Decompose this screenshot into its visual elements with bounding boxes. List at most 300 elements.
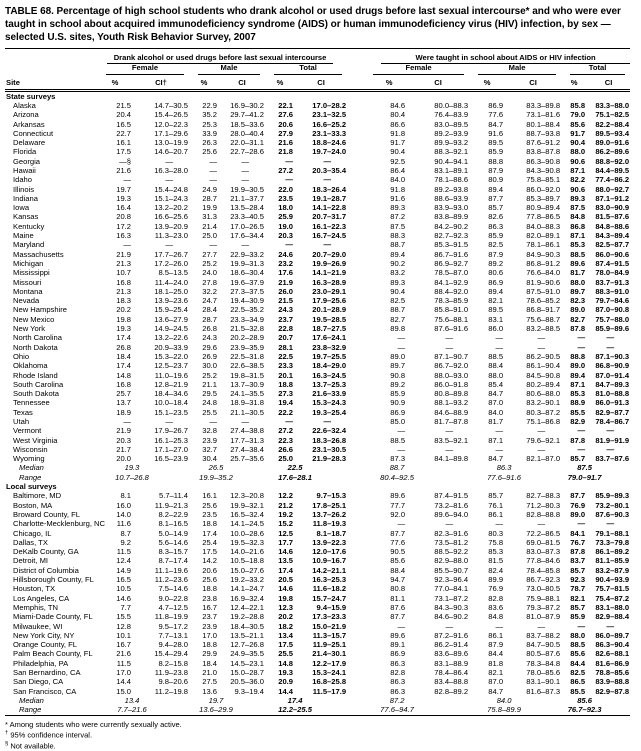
ci-value: 87.5–91.0 bbox=[505, 287, 561, 296]
pct-value: 27.9 bbox=[265, 129, 295, 138]
pct-value: 29.5 bbox=[189, 389, 219, 398]
ci-value: 14.0–21.6 bbox=[219, 547, 265, 556]
ci-value: 85.5–90.7 bbox=[407, 566, 469, 575]
ci-value: 86.7–92.0 bbox=[407, 361, 469, 370]
site-name: San Diego, CA bbox=[5, 677, 97, 686]
pct-value: 18.8 bbox=[189, 640, 219, 649]
table-row bbox=[5, 612, 630, 621]
pct-value: 12.3 bbox=[265, 603, 295, 612]
pct-value: 21.9 bbox=[265, 278, 295, 287]
ci-value: 82.0–89.1 bbox=[505, 231, 561, 240]
site-name: Philadelphia, PA bbox=[5, 659, 97, 668]
ci-value: 14.9–24.5 bbox=[133, 324, 189, 333]
ci-value: 13.9–22.3 bbox=[295, 538, 347, 547]
ci-value: — bbox=[295, 175, 347, 184]
site-name: Utah bbox=[5, 417, 97, 426]
pct-value: 82.5 bbox=[469, 240, 505, 249]
pct-value: 90.6 bbox=[561, 185, 587, 194]
ci-value: 89.0–91.6 bbox=[587, 138, 630, 147]
ci-value: 15.1–24.3 bbox=[133, 194, 189, 203]
table-row bbox=[5, 194, 630, 203]
pct-header: % bbox=[97, 75, 133, 91]
table-row bbox=[5, 278, 630, 287]
ci-value: 86.8–90.9 bbox=[587, 361, 630, 370]
pct-value: 22.3 bbox=[265, 436, 295, 445]
ci-value: 80.1–88.4 bbox=[505, 120, 561, 129]
ci-value: 75.7–81.5 bbox=[587, 584, 630, 593]
pct-value: 14.6 bbox=[265, 584, 295, 593]
ci-value: 12.4–22.1 bbox=[219, 603, 265, 612]
ci-value: 18.4–29.0 bbox=[295, 361, 347, 370]
pct-value: — bbox=[97, 175, 133, 184]
pct-value: 26.8 bbox=[189, 324, 219, 333]
pct-value: 77.7 bbox=[347, 501, 407, 510]
ci-value: 81.5–87.6 bbox=[587, 212, 630, 221]
ci-value: 86.0–91.3 bbox=[587, 398, 630, 407]
ci-value: 29.7–41.2 bbox=[219, 110, 265, 119]
pct-value: —§ bbox=[97, 157, 133, 166]
ci-value: 17.0–28.2 bbox=[295, 101, 347, 110]
ci-value: 87.1–90.3 bbox=[587, 352, 630, 361]
ci-value: 87.4–91.5 bbox=[407, 491, 469, 500]
pct-value: 82.8 bbox=[469, 594, 505, 603]
site-name: Wyoming bbox=[5, 454, 97, 463]
ci-value: 17.2–26.0 bbox=[133, 259, 189, 268]
pct-value: — bbox=[189, 166, 219, 175]
pct-value: 86.3 bbox=[347, 677, 407, 686]
pct-value: 24.8 bbox=[189, 398, 219, 407]
ci-value: 11.4–24.0 bbox=[133, 278, 189, 287]
pct-value: 23.7 bbox=[265, 315, 295, 324]
ci-value: 75.9–88.1 bbox=[505, 594, 561, 603]
ci-value: 15.3–22.0 bbox=[133, 352, 189, 361]
ci-value: 84.6–88.9 bbox=[407, 408, 469, 417]
pct-value: 10.1 bbox=[97, 631, 133, 640]
ci-value: 77.8–86.5 bbox=[505, 212, 561, 221]
pct-value: — bbox=[469, 445, 505, 454]
site-name: New Hampshire bbox=[5, 305, 97, 314]
pct-value: 19.8 bbox=[97, 315, 133, 324]
ci-value: 18.6–30.4 bbox=[219, 268, 265, 277]
pct-value: 21.2 bbox=[265, 501, 295, 510]
pct-value: 14.8 bbox=[265, 659, 295, 668]
ci-value: — bbox=[133, 175, 189, 184]
pct-value: — bbox=[347, 343, 407, 352]
ci-value: 77.8–84.6 bbox=[505, 556, 561, 565]
ci-value: 17.1–27.0 bbox=[133, 445, 189, 454]
pct-value: 92.0 bbox=[347, 510, 407, 519]
site-name: Palm Beach County, FL bbox=[5, 649, 97, 658]
pct-value: 21.3 bbox=[97, 259, 133, 268]
pct-value: 89.0 bbox=[561, 305, 587, 314]
pct-value: 12.5 bbox=[265, 529, 295, 538]
pct-value: 85.7 bbox=[469, 203, 505, 212]
ci-value: 17.9–25.6 bbox=[295, 296, 347, 305]
pct-value: 11.5 bbox=[97, 659, 133, 668]
pct-value: 20.6 bbox=[265, 120, 295, 129]
ci-value: 87.0–91.4 bbox=[587, 371, 630, 380]
pct-value: 85.6 bbox=[561, 120, 587, 129]
pct-value: 20.5 bbox=[265, 575, 295, 584]
ci-value: 18.3–26.8 bbox=[295, 436, 347, 445]
ci-value: 24.9–35.5 bbox=[219, 649, 265, 658]
pct-value: 82.3 bbox=[561, 296, 587, 305]
subgroup-header-row bbox=[5, 64, 630, 75]
ci-value: 9.4–15.9 bbox=[295, 603, 347, 612]
pct-value: 19.7 bbox=[97, 185, 133, 194]
site-name: Kentucky bbox=[5, 222, 97, 231]
pct-value: — bbox=[347, 333, 407, 342]
site-name: Detroit, MI bbox=[5, 556, 97, 565]
ci-value: 27.3–37.5 bbox=[219, 287, 265, 296]
ci-value: 13.9–20.9 bbox=[133, 222, 189, 231]
pct-value: 82.7 bbox=[561, 315, 587, 324]
ci-value: 86.9–92.7 bbox=[407, 259, 469, 268]
pct-value: 17.4 bbox=[189, 529, 219, 538]
pct-value: 21.0 bbox=[189, 668, 219, 677]
table-row bbox=[5, 250, 630, 259]
summary-value: 87.5 bbox=[561, 463, 630, 472]
site-name: Wisconsin bbox=[5, 445, 97, 454]
pct-value: 82.2 bbox=[561, 175, 587, 184]
ci-value: 9.3–19.4 bbox=[219, 687, 265, 696]
table-row bbox=[5, 510, 630, 519]
site-name: Los Angeles, CA bbox=[5, 594, 97, 603]
pct-value: 16.5 bbox=[97, 575, 133, 584]
ci-value: 12.0–17.6 bbox=[295, 547, 347, 556]
ci-value: 10.0–28.6 bbox=[219, 529, 265, 538]
pct-value: 14.0 bbox=[97, 510, 133, 519]
ci-value: 86.0–91.8 bbox=[407, 380, 469, 389]
pct-value: 21.5 bbox=[97, 101, 133, 110]
ci-value: 90.4–93.9 bbox=[587, 575, 630, 584]
pct-value: 87.6 bbox=[347, 603, 407, 612]
site-name: Florida bbox=[5, 147, 97, 156]
site-name: South Dakota bbox=[5, 389, 97, 398]
ci-value: 83.5–92.1 bbox=[407, 436, 469, 445]
site-name: Maryland bbox=[5, 240, 97, 249]
pct-value: 89.3 bbox=[347, 278, 407, 287]
ci-value: 17.8–25.1 bbox=[295, 501, 347, 510]
ci-value: 73.0–80.5 bbox=[505, 584, 561, 593]
ci-value: 13.9–23.6 bbox=[133, 296, 189, 305]
ci-value: 18.8–24.6 bbox=[295, 138, 347, 147]
site-name: Maine bbox=[5, 231, 97, 240]
ci-value: 82.7–88.3 bbox=[505, 491, 561, 500]
pct-header: % bbox=[265, 75, 295, 91]
pct-value: 17.5 bbox=[189, 547, 219, 556]
ci-value: 88.3–91.0 bbox=[587, 287, 630, 296]
ci-header: CI bbox=[407, 75, 469, 91]
table-row bbox=[5, 575, 630, 584]
ci-value: 15.4–26.5 bbox=[133, 110, 189, 119]
ci-value: 81.1–85.9 bbox=[587, 556, 630, 565]
pct-value: 86.3 bbox=[347, 659, 407, 668]
pct-value: 89.2 bbox=[347, 380, 407, 389]
table-row bbox=[5, 101, 630, 110]
pct-value: 91.7 bbox=[561, 129, 587, 138]
pct-value: 22.8 bbox=[265, 324, 295, 333]
pct-value: 25.7 bbox=[97, 389, 133, 398]
pct-value: 10.5 bbox=[97, 584, 133, 593]
ci-value: 23.3–40.5 bbox=[219, 212, 265, 221]
pct-value: 82.4 bbox=[469, 566, 505, 575]
pct-value: 81.7 bbox=[561, 268, 587, 277]
pct-value: 81.1 bbox=[347, 594, 407, 603]
ci-value: 12.8–21.9 bbox=[133, 380, 189, 389]
pct-value: 23.9 bbox=[189, 436, 219, 445]
table-row bbox=[5, 603, 630, 612]
ci-value: — bbox=[219, 240, 265, 249]
ci-value: 89.6–94.0 bbox=[407, 510, 469, 519]
ci-value: — bbox=[587, 519, 630, 528]
ci-value: 76.4–83.9 bbox=[407, 110, 469, 119]
ci-value: 83.7–87.6 bbox=[587, 454, 630, 463]
summary-value: 17.6–28.1 bbox=[265, 473, 347, 482]
pct-value: 20.6 bbox=[189, 566, 219, 575]
pct-value: 25.3 bbox=[189, 120, 219, 129]
pct-value: — bbox=[469, 333, 505, 342]
pct-value: 30.4 bbox=[189, 454, 219, 463]
ci-value: 12.7–26.8 bbox=[219, 640, 265, 649]
pct-value: 79.0 bbox=[561, 110, 587, 119]
ci-value: 77.0–84.1 bbox=[407, 584, 469, 593]
site-name: Ohio bbox=[5, 352, 97, 361]
ci-value: 14.7–30.5 bbox=[133, 101, 189, 110]
pct-value: 85.3 bbox=[469, 547, 505, 556]
ci-value: 18.3–26.4 bbox=[295, 185, 347, 194]
ci-value: 79.1–88.1 bbox=[587, 529, 630, 538]
pct-value: 18.0 bbox=[265, 203, 295, 212]
ci-value: 77.4–86.2 bbox=[587, 175, 630, 184]
ci-value: 13.7–30.9 bbox=[219, 380, 265, 389]
subheader-female-2: Female bbox=[347, 64, 469, 75]
pct-value: 27.2 bbox=[265, 166, 295, 175]
ci-value: 11.1–19.6 bbox=[133, 566, 189, 575]
table-body bbox=[5, 90, 630, 715]
ci-value: 15.7–24.7 bbox=[295, 594, 347, 603]
ci-value: 11.3–23.0 bbox=[133, 231, 189, 240]
site-name: San Bernardino, CA bbox=[5, 668, 97, 677]
ci-value: 20.2–28.9 bbox=[219, 333, 265, 342]
table-row bbox=[5, 343, 630, 352]
ci-value: 16.3–24.5 bbox=[295, 371, 347, 380]
footnote-marker: * bbox=[5, 720, 8, 729]
ci-value: 84.1–89.8 bbox=[407, 454, 469, 463]
pct-value: 90.4 bbox=[561, 138, 587, 147]
ci-value: 19.9–30.5 bbox=[219, 185, 265, 194]
group-label-drank: Drank alcohol or used drugs before last sexual intercourse bbox=[107, 53, 333, 64]
ci-value: 81.9–90.6 bbox=[505, 278, 561, 287]
site-name: Dallas, TX bbox=[5, 538, 97, 547]
ci-value: 89.9–93.2 bbox=[407, 138, 469, 147]
table-row bbox=[5, 389, 630, 398]
ci-value: 21.1–30.5 bbox=[219, 408, 265, 417]
pct-value: 7.7 bbox=[97, 603, 133, 612]
pct-value: 21.4 bbox=[189, 222, 219, 231]
site-name: Illinois bbox=[5, 185, 97, 194]
ci-value: 19.9–32.1 bbox=[219, 501, 265, 510]
ci-value: 83.6–89.6 bbox=[407, 649, 469, 658]
ci-value: 87.6–91.2 bbox=[505, 138, 561, 147]
pct-value: 85.6 bbox=[347, 556, 407, 565]
pct-value: 87.9 bbox=[469, 250, 505, 259]
pct-value: 89.4 bbox=[561, 371, 587, 380]
pct-value: 14.4 bbox=[265, 687, 295, 696]
ci-value: — bbox=[407, 426, 469, 435]
ci-value: 15.0–21.9 bbox=[295, 622, 347, 631]
ci-value: 78.6–85.2 bbox=[505, 296, 561, 305]
pct-value: 90.2 bbox=[347, 259, 407, 268]
pct-value: 85.9 bbox=[469, 147, 505, 156]
pct-value: 17.0 bbox=[97, 668, 133, 677]
ci-value: 11.5–17.9 bbox=[295, 687, 347, 696]
pct-value: 21.6 bbox=[265, 138, 295, 147]
pct-value: 17.5 bbox=[265, 640, 295, 649]
ci-value: 80.6–88.0 bbox=[505, 389, 561, 398]
pct-value: 26.0 bbox=[265, 287, 295, 296]
table-row bbox=[5, 110, 630, 119]
pct-value: 28.7 bbox=[189, 194, 219, 203]
ci-value: 21.6–33.9 bbox=[295, 389, 347, 398]
pct-value: 85.9 bbox=[561, 612, 587, 621]
ci-value: 9.7–15.3 bbox=[295, 491, 347, 500]
pct-value: 13.5 bbox=[265, 556, 295, 565]
section-label: State surveys bbox=[5, 90, 630, 101]
ci-value: 87.2–91.6 bbox=[407, 631, 469, 640]
table-row bbox=[5, 408, 630, 417]
pct-value: 88.3 bbox=[347, 231, 407, 240]
pct-value: 84.4 bbox=[469, 649, 505, 658]
pct-value: — bbox=[561, 333, 587, 342]
pct-value: 82.9 bbox=[561, 417, 587, 426]
ci-value: 83.3–88.0 bbox=[587, 101, 630, 110]
pct-value: 84.8 bbox=[469, 612, 505, 621]
table-row bbox=[5, 324, 630, 333]
pct-value: 19.8 bbox=[265, 594, 295, 603]
table-row bbox=[5, 398, 630, 407]
table-row bbox=[5, 622, 630, 631]
summary-value: 12.2–25.5 bbox=[265, 705, 347, 715]
pct-value: 85.7 bbox=[469, 491, 505, 500]
pct-value: 32.2 bbox=[189, 287, 219, 296]
ci-value: 84.7–89.3 bbox=[587, 380, 630, 389]
ci-value: 78.8–85.6 bbox=[587, 668, 630, 677]
pct-value: 15.5 bbox=[97, 612, 133, 621]
ci-value: 83.9–88.8 bbox=[587, 677, 630, 686]
ci-value: 84.3–90.3 bbox=[407, 603, 469, 612]
pct-value: 83.7 bbox=[561, 556, 587, 565]
ci-value: 18.4–34.6 bbox=[133, 389, 189, 398]
ci-value: — bbox=[133, 417, 189, 426]
table-row bbox=[5, 212, 630, 221]
footnote-text: Not available. bbox=[8, 742, 56, 751]
ci-value: 80.2–89.4 bbox=[505, 380, 561, 389]
ci-value: 14.1–24.7 bbox=[219, 584, 265, 593]
pct-value: — bbox=[347, 445, 407, 454]
pct-value: — bbox=[347, 622, 407, 631]
pct-value: 85.7 bbox=[561, 454, 587, 463]
ci-value: 19.9–31.3 bbox=[219, 259, 265, 268]
ci-value: 23.8–32.9 bbox=[295, 343, 347, 352]
pct-value: — bbox=[561, 343, 587, 352]
table-row bbox=[5, 120, 630, 129]
pct-value: — bbox=[265, 240, 295, 249]
pct-value: 86.3 bbox=[469, 222, 505, 231]
ci-value: 17.6–24.1 bbox=[295, 333, 347, 342]
pct-value: 76.1 bbox=[469, 501, 505, 510]
ci-value: 78.3–84.8 bbox=[505, 659, 561, 668]
pct-value: 86.1 bbox=[469, 510, 505, 519]
ci-value: 73.1–87.2 bbox=[407, 594, 469, 603]
pct-value: 16.8 bbox=[97, 380, 133, 389]
summary-value: 75.8–89.9 bbox=[469, 705, 561, 715]
pct-value: 16.5 bbox=[97, 120, 133, 129]
ci-value: 10.0–18.4 bbox=[133, 398, 189, 407]
table-row bbox=[5, 436, 630, 445]
pct-value: 84.6 bbox=[347, 101, 407, 110]
pct-value: 86.1 bbox=[469, 631, 505, 640]
ci-value: 10.5–18.8 bbox=[219, 556, 265, 565]
pct-value: — bbox=[97, 417, 133, 426]
pct-value: 89.3 bbox=[561, 194, 587, 203]
pct-value: 8.1 bbox=[97, 491, 133, 500]
table-row bbox=[5, 538, 630, 547]
pct-value: 26.8 bbox=[97, 343, 133, 352]
ci-value: 14.1–24.5 bbox=[219, 519, 265, 528]
pct-value: 75.8 bbox=[469, 538, 505, 547]
site-name: Texas bbox=[5, 408, 97, 417]
ci-value: 9.4–28.0 bbox=[133, 640, 189, 649]
ci-value: 18.4–30.5 bbox=[219, 622, 265, 631]
pct-value: 25.0 bbox=[265, 454, 295, 463]
ci-value: 82.2–88.4 bbox=[587, 120, 630, 129]
pct-value: 25.0 bbox=[189, 231, 219, 240]
pct-value: 82.7 bbox=[347, 315, 407, 324]
site-name: Miami-Dade County, FL bbox=[5, 612, 97, 621]
pct-value: — bbox=[561, 445, 587, 454]
ci-value: 80.5–87.6 bbox=[505, 649, 561, 658]
table-row bbox=[5, 333, 630, 342]
ci-value: 20.3–35.4 bbox=[295, 166, 347, 175]
ci-value: 81.9–91.9 bbox=[587, 436, 630, 445]
site-name: Hillsborough County, FL bbox=[5, 575, 97, 584]
footnote-text: 95% confidence interval. bbox=[8, 731, 92, 740]
pct-value: 83.6 bbox=[469, 603, 505, 612]
pct-value: 84.7 bbox=[469, 454, 505, 463]
table-row bbox=[5, 556, 630, 565]
pct-value: 88.0 bbox=[469, 371, 505, 380]
table-row bbox=[5, 547, 630, 556]
ci-value: 9.0–22.8 bbox=[133, 594, 189, 603]
group-header-row bbox=[5, 48, 630, 64]
pct-value: 87.0 bbox=[469, 398, 505, 407]
ci-value: 19.2–28.8 bbox=[219, 612, 265, 621]
ci-value: 78.4–85.8 bbox=[505, 566, 561, 575]
table-row bbox=[5, 240, 630, 249]
ci-value: 79.3–87.2 bbox=[505, 603, 561, 612]
pct-value: 24.0 bbox=[189, 268, 219, 277]
pct-value: 22.1 bbox=[265, 101, 295, 110]
table-row bbox=[5, 529, 630, 538]
pct-header: % bbox=[561, 75, 587, 91]
pct-value: 20.9 bbox=[265, 677, 295, 686]
pct-value: 17.2 bbox=[97, 222, 133, 231]
pct-value: 91.8 bbox=[347, 185, 407, 194]
pct-value: 25.5 bbox=[189, 408, 219, 417]
ci-value: 12.0–22.3 bbox=[133, 120, 189, 129]
ci-value: 14.1–21.9 bbox=[295, 268, 347, 277]
